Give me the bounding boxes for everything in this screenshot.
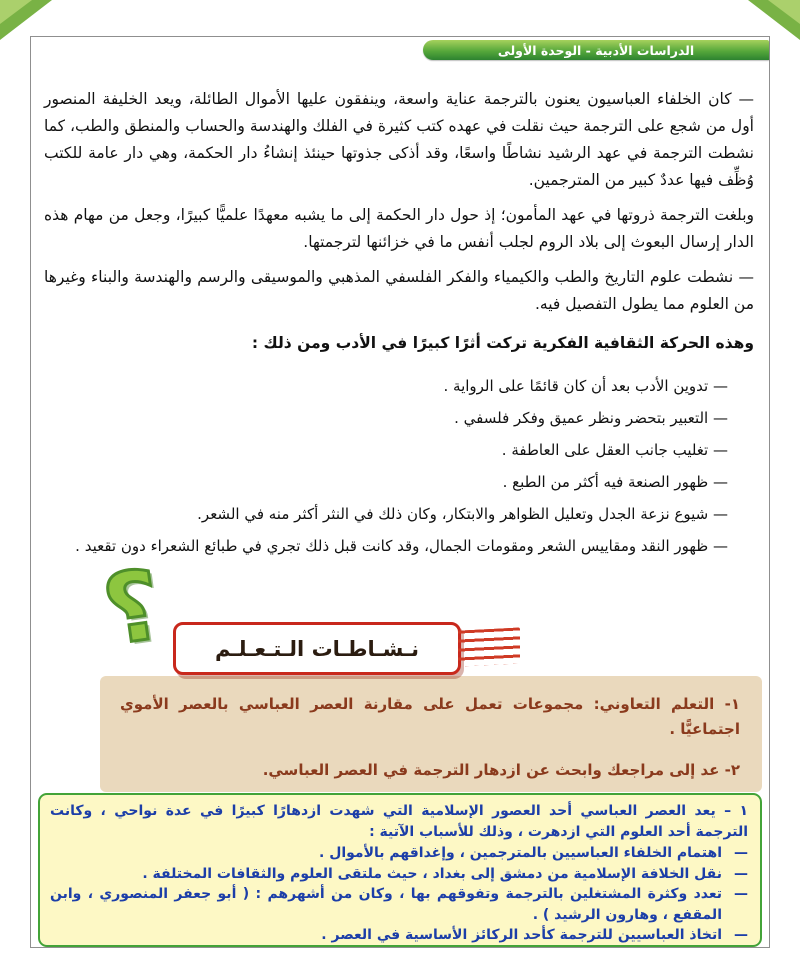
activities-banner-title: نـشـاطـات الـتـعـلـم	[215, 636, 420, 661]
activity-item: ١- التعلم التعاوني: مجموعات تعمل على مقارنة العصر العباسي بالعصر الأموي اجتماعيًّا .	[120, 695, 740, 738]
page-corner-right-inner-icon	[768, 0, 800, 24]
section-heading: وهذه الحركة الثقافية الفكرية تركت أثرًا كبيرًا في الأدب ومن ذلك :	[251, 334, 754, 352]
answer-intro: ١ – يعد العصر العباسي أحد العصور الإسلامية التي شهدت ازدهارًا كبيرًا في عدة نواحي ، وكانت الترجمة أحد العلوم التي ازدهرت ، وذلك للأسباب الآتية :	[50, 803, 748, 840]
list-item: — تغليب جانب العقل على العاطفة .	[501, 441, 728, 459]
answer-point-text: اتخاذ العباسيين للترجمة كأحد الركائز الأساسية في العصر .	[321, 927, 722, 943]
activities-banner	[173, 622, 461, 675]
list-item: — شيوع نزعة الجدل وتعليل الظواهر والابتكار، وكان ذلك في النثر أكثر منه في الشعر.	[197, 505, 728, 523]
answer-point	[50, 884, 748, 925]
answer-point-text: نقل الخلافة الإسلامية من دمشق إلى بغداد ، حيث ملتقى العلوم والثقافات المختلفة .	[142, 865, 722, 882]
list-item: — تدوين الأدب بعد أن كان قائمًا على الرواية .	[443, 377, 728, 395]
list-item: — ظهور النقد ومقاييس الشعر ومقومات الجمال، وقد كانت قبل ذلك تجري في طبائع الشعراء دون تقعيد .	[75, 537, 728, 555]
answer-point-text: اهتمام الخلفاء العباسيين بالمترجمين ، وإغداقهم بالأموال .	[319, 845, 722, 861]
answer-point	[50, 925, 748, 946]
body-paragraph: — نشطت علوم التاريخ والطب والكيمياء والفكر الفلسفي المذهبي والموسيقى والرسم والهندسة والبناء وغيرها من العلوم مما يطول التفصيل فيه.	[44, 268, 754, 313]
answer-box	[38, 793, 762, 947]
dash-marker: —	[734, 845, 748, 861]
page-corner-left-inner-icon	[0, 0, 32, 24]
unit-header-title: الدراسات الأدبية - الوحدة الأولى	[497, 42, 695, 58]
body-paragraph: وبلغت الترجمة ذروتها في عهد المأمون؛ إذ حول دار الحكمة إلى ما يشبه معهدًا علميًّا كبيرًا، وجعل من مهام هذه الدار إرسال البعوث إلى بلاد الروم لجلب أنفس ما في خزائنها لترجمتها.	[44, 206, 754, 251]
effects-list	[44, 373, 754, 560]
dash-marker: —	[734, 927, 748, 943]
answer-point-text: تعدد وكثرة المشتغلين بالترجمة وتفوقهم بها ، وكان من أشهرهم : ( أبو جعفر المنصوري ، وابن المقفع ، وهارون الرشيد ) .	[50, 886, 722, 923]
activities-panel	[100, 676, 762, 792]
dash-marker: —	[734, 865, 748, 882]
activity-item: ٢- عد إلى مراجعك وابحث عن ازدهار الترجمة في العصر العباسي.	[262, 761, 740, 779]
list-item: — ظهور الصنعة فيه أكثر من الطبع .	[502, 473, 728, 491]
list-item: — التعبير بتحضر ونظر عميق وفكر فلسفي .	[454, 409, 728, 427]
lesson-body	[44, 86, 754, 565]
body-paragraph: — كان الخلفاء العباسيون يعنون بالترجمة عناية واسعة، وينفقون عليها الأموال الطائلة، ويعد الخليفة المنصور أول من شجع على الترجمة حيث نقلت في عهده كتب كثيرة في الفلك والهندسة والحساب والمنطق والطب، كما نشطت الترجمة في عهد الرشيد نشاطًا واسعًا، وقد أذكى جذوتها حينئذ إنشاءُ دار الحكمة، وهي دار عامة للكتب وُظِّف فيها عددٌ كبير من المترجمين.	[44, 90, 754, 189]
unit-header-ribbon	[423, 40, 769, 60]
answer-point	[50, 864, 748, 885]
banner-stripes-icon	[458, 627, 520, 666]
question-mark-icon: ؟	[96, 548, 168, 668]
dash-marker: —	[734, 886, 748, 902]
answer-point	[50, 843, 748, 864]
